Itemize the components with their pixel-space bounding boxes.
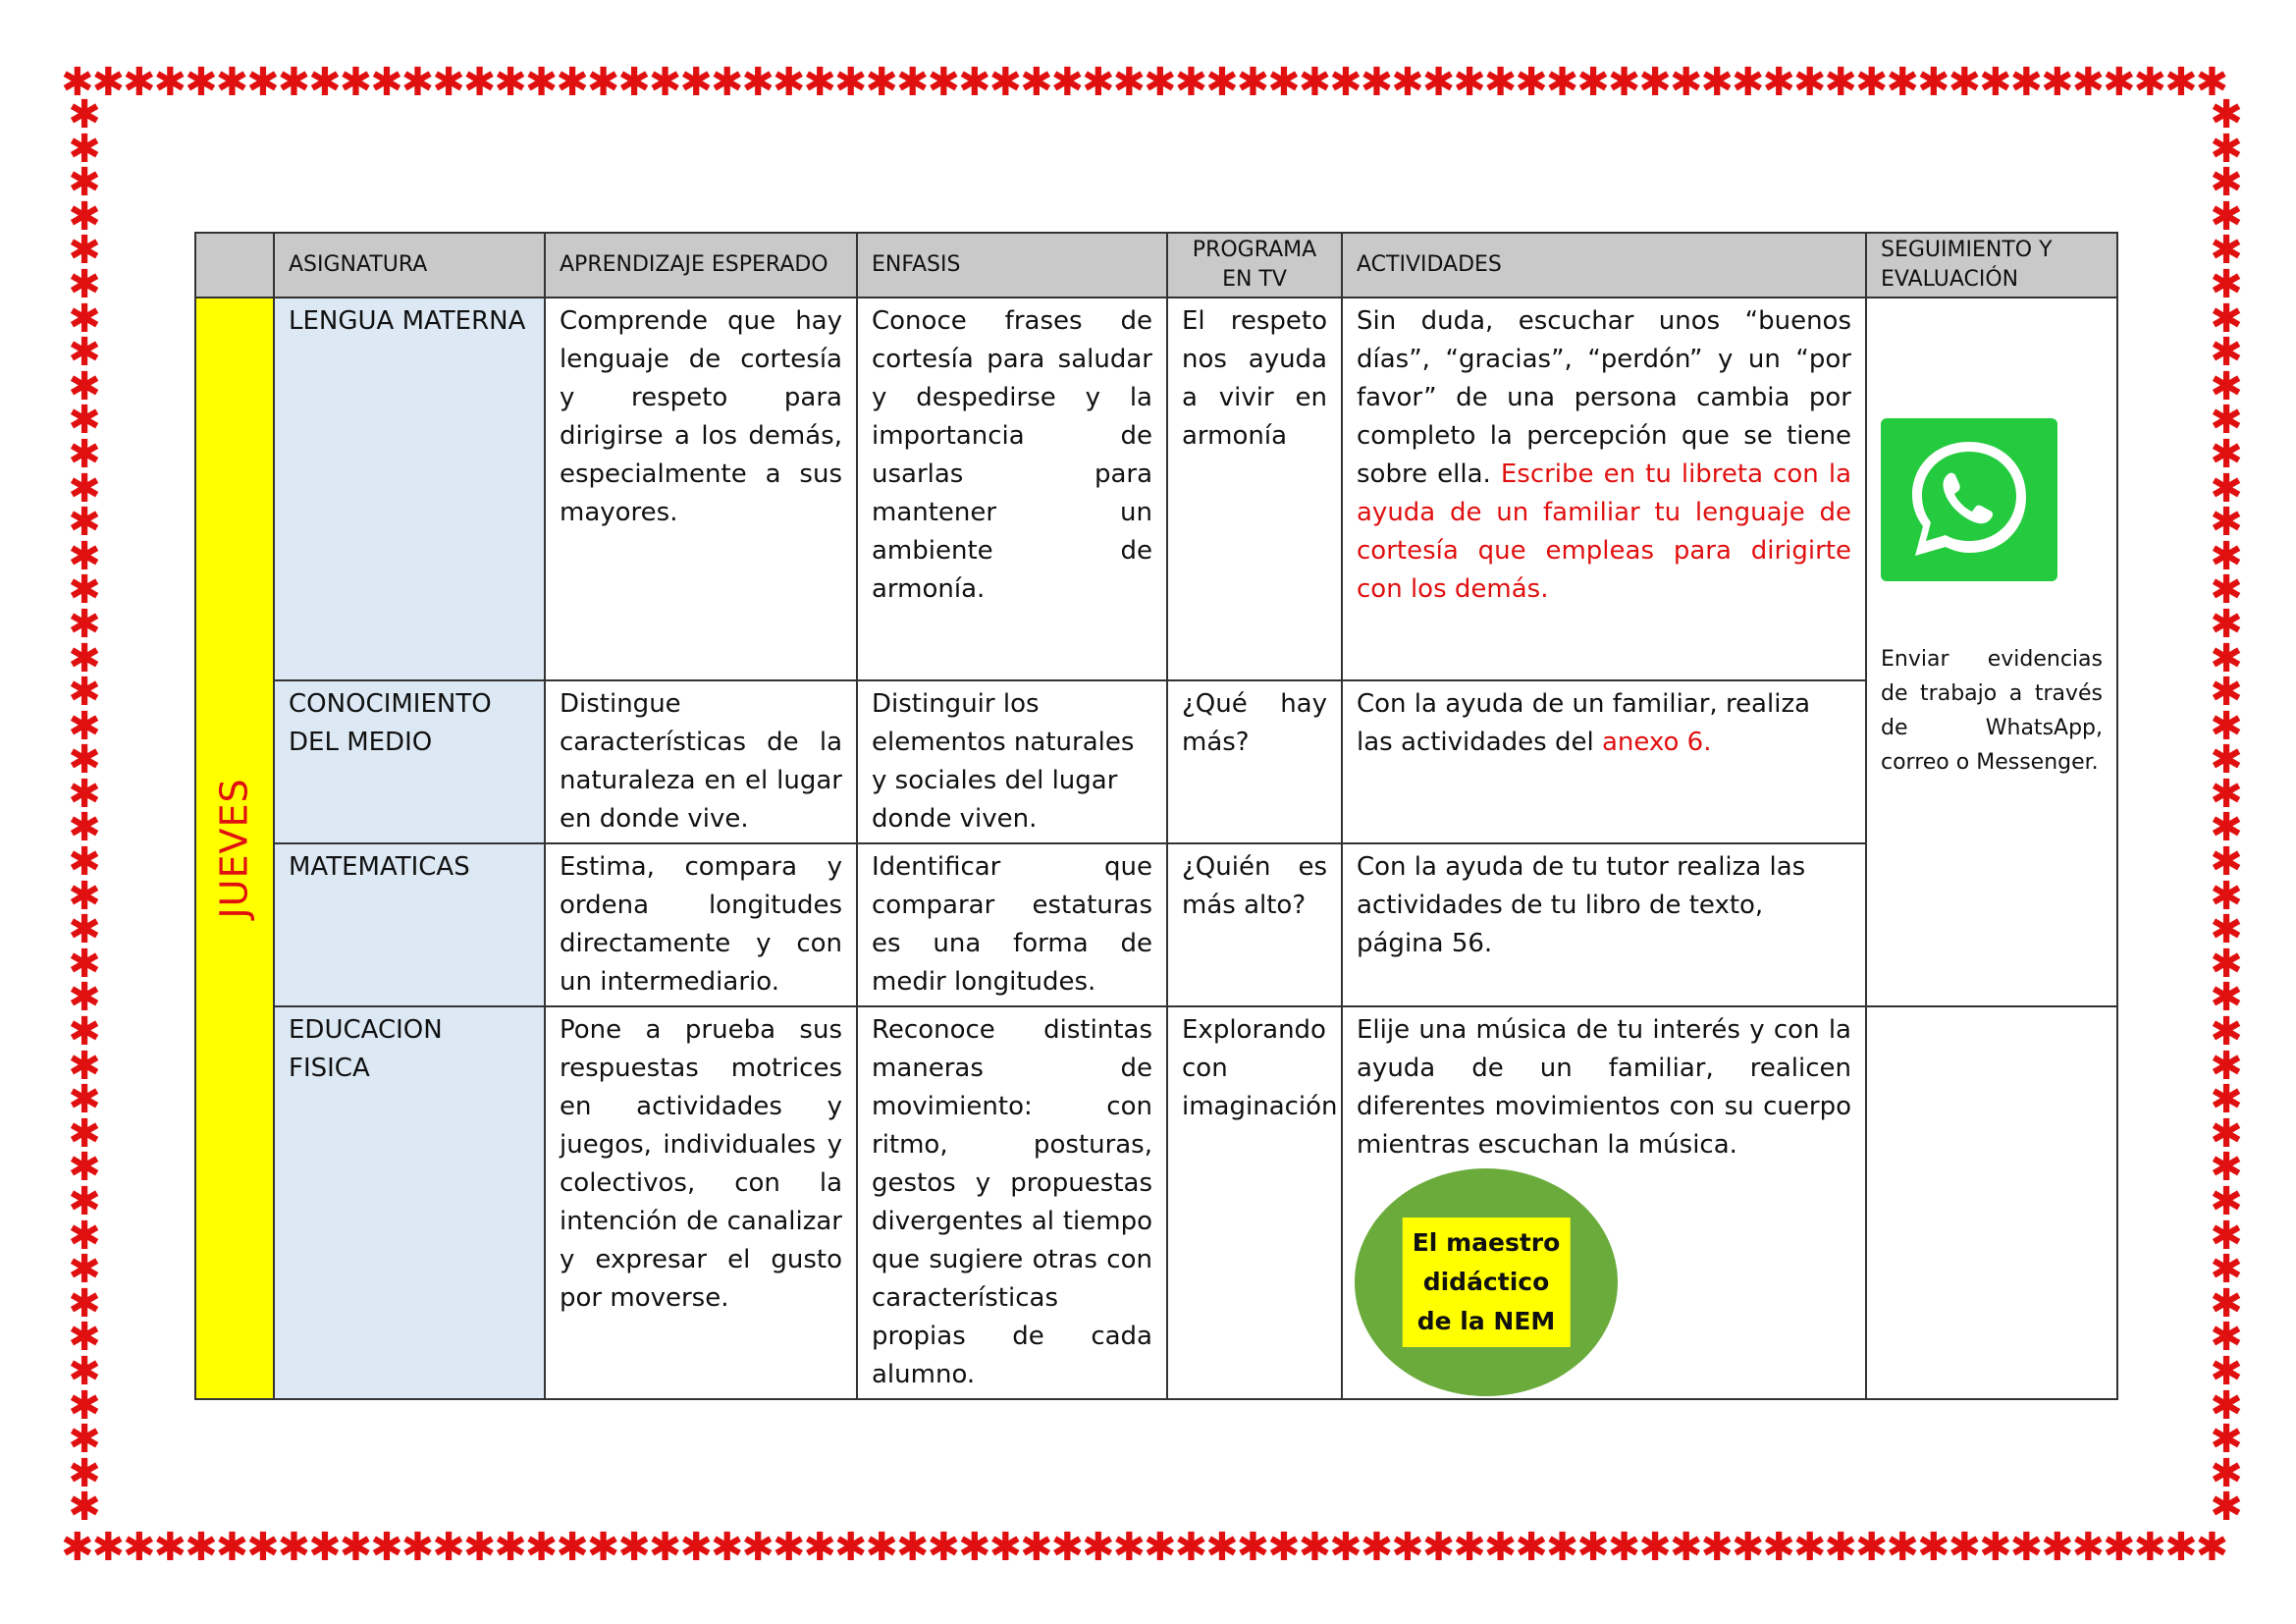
table-row	[195, 298, 2117, 680]
star-border-bottom: ✱✱✱✱✱✱✱✱✱✱✱✱✱✱✱✱✱✱✱✱✱✱✱✱✱✱✱✱✱✱✱✱✱✱✱✱✱✱✱✱✱✱✱✱✱✱✱✱✱✱✱✱✱✱✱✱✱✱✱✱✱✱✱✱✱✱✱✱✱✱	[61, 1526, 2227, 1569]
header-programa: PROGRAMA EN TV	[1167, 233, 1342, 298]
evaluacion-text: Enviar evidencias de trabajo a través de WhatsApp, correo o Messenger.	[1881, 647, 2103, 775]
subject-cell: CONOCIMIENTO DEL MEDIO	[274, 680, 545, 843]
aprendizaje-cell: Distingue características de la naturaleza en el lugar en donde vive.	[545, 680, 857, 843]
empty-cell	[1866, 1006, 2117, 1399]
header-asignatura: ASIGNATURA	[274, 233, 545, 298]
header-aprendizaje: APRENDIZAJE ESPERADO	[545, 233, 857, 298]
aprendizaje-cell: Pone a prueba sus respuestas motrices en actividades y juegos, individuales y colectivos, con la intención de canalizar y expresar el gusto por moverse.	[545, 1006, 857, 1399]
star-border-left: ✱ ✱ ✱ ✱ ✱ ✱ ✱ ✱ ✱ ✱ ✱ ✱ ✱ ✱ ✱ ✱ ✱ ✱ ✱ ✱ ✱ ✱ ✱ ✱ ✱ ✱ ✱ ✱ ✱ ✱ ✱ ✱ ✱ ✱ ✱ ✱ ✱ ✱ ✱ ✱ ✱ ✱	[68, 98, 101, 1531]
nem-badge	[1355, 1168, 1618, 1396]
star-border-right: ✱ ✱ ✱ ✱ ✱ ✱ ✱ ✱ ✱ ✱ ✱ ✱ ✱ ✱ ✱ ✱ ✱ ✱ ✱ ✱ ✱ ✱ ✱ ✱ ✱ ✱ ✱ ✱ ✱ ✱ ✱ ✱ ✱ ✱ ✱ ✱ ✱ ✱ ✱ ✱ ✱ ✱	[2210, 98, 2243, 1531]
aprendizaje-cell: Comprende que hay lenguaje de cortesía y respeto para dirigirse a los demás, especialmente a sus mayores.	[545, 298, 857, 680]
programa-cell: ¿Qué hay más?	[1167, 680, 1342, 843]
day-cell	[195, 298, 274, 1399]
star-border-top: ✱✱✱✱✱✱✱✱✱✱✱✱✱✱✱✱✱✱✱✱✱✱✱✱✱✱✱✱✱✱✱✱✱✱✱✱✱✱✱✱✱✱✱✱✱✱✱✱✱✱✱✱✱✱✱✱✱✱✱✱✱✱✱✱✱✱✱✱✱✱	[61, 61, 2227, 104]
subject-cell: MATEMATICAS	[274, 843, 545, 1006]
header-day	[195, 233, 274, 298]
evaluacion-cell	[1866, 298, 2117, 1006]
actividades-cell	[1342, 298, 1866, 680]
whatsapp-icon	[1881, 418, 2057, 581]
aprendizaje-cell: Estima, compara y ordena longitudes directamente y con un intermediario.	[545, 843, 857, 1006]
programa-cell: El respeto nos ayuda a vivir en armonía	[1167, 298, 1342, 680]
programa-cell: Explorando con imaginación	[1167, 1006, 1342, 1399]
subject-cell: EDUCACION FISICA	[274, 1006, 545, 1399]
header-enfasis: ENFASIS	[857, 233, 1167, 298]
actividades-cell: Elije una música de tu interés y con la ayuda de un familiar, realicen diferentes movimientos con su cuerpo mientras escuchan la música.	[1342, 1006, 1866, 1399]
subject-cell: LENGUA MATERNA	[274, 298, 545, 680]
programa-cell: ¿Quién es más alto?	[1167, 843, 1342, 1006]
table-row	[195, 680, 2117, 843]
table-row	[195, 843, 2117, 1006]
actividades-text: Con la ayuda de un familiar, realiza las actividades del	[1357, 689, 1811, 757]
enfasis-cell: Identificar que comparar estaturas es una forma de medir longitudes.	[857, 843, 1167, 1006]
actividades-cell	[1342, 680, 1866, 843]
nem-badge-label	[1403, 1218, 1571, 1347]
table-row	[195, 1006, 2117, 1399]
actividades-text: Sin duda, escuchar unos “buenos días”, “gracias”, “perdón” y un “por favor” de una persona cambia por completo la percepción que se tiene sobre ella.	[1357, 306, 1851, 489]
actividades-cell: Con la ayuda de tu tutor realiza las actividades de tu libro de texto, página 56.	[1342, 843, 1866, 1006]
lesson-plan-table	[194, 232, 2118, 1400]
header-seguimiento: SEGUIMIENTO Y EVALUACIÓN	[1866, 233, 2117, 298]
anexo-link: anexo 6.	[1601, 728, 1712, 757]
badge-line-2: didáctico	[1422, 1268, 1550, 1296]
enfasis-cell: Conoce frases de cortesía para saludar y despedirse y la importancia de usarlas para mantener un ambiente de armonía.	[857, 298, 1167, 680]
header-row	[195, 233, 2117, 298]
enfasis-cell: Reconoce distintas maneras de movimiento: con ritmo, posturas, gestos y propuestas divergentes al tiempo que sugiere otras con características propias de cada alumno.	[857, 1006, 1167, 1399]
actividades-highlight: Escribe en tu libreta con la ayuda de un familiar tu lenguaje de cortesía que empleas para dirigirte con los demás.	[1357, 460, 1851, 604]
badge-line-3: de la NEM	[1416, 1307, 1556, 1335]
day-label: JUEVES	[212, 778, 256, 919]
header-actividades: ACTIVIDADES	[1342, 233, 1866, 298]
enfasis-cell: Distinguir los elementos naturales y sociales del lugar donde viven.	[857, 680, 1167, 843]
badge-line-1: El maestro	[1412, 1228, 1561, 1257]
